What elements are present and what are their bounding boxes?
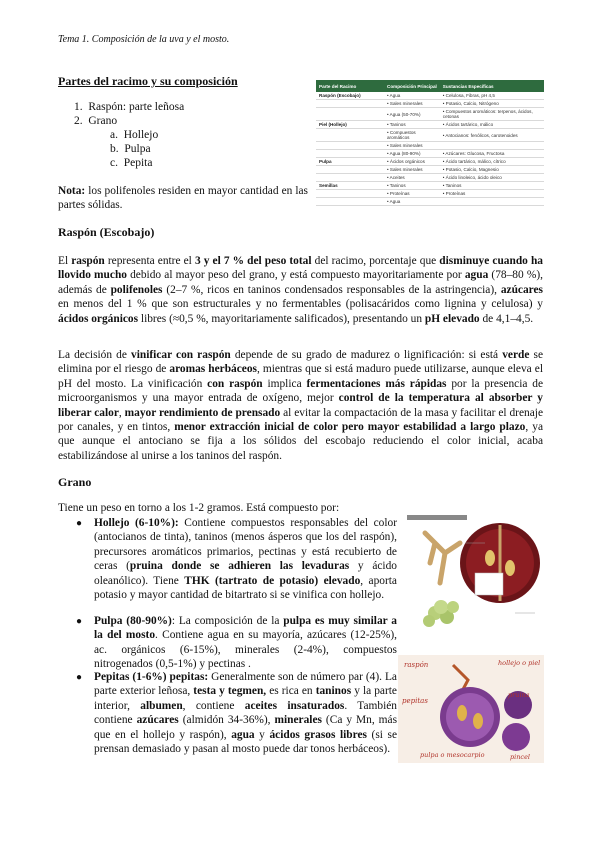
text-run: y la parte interior, (94, 685, 397, 712)
text-run: al evitar la compactación de la masa y facilitar el drenaje por canales, y en tintos, (58, 406, 544, 434)
table-cell: • Ácido tartárico, málico, cítrico (440, 158, 544, 166)
table-cell: • Sales minerales (384, 166, 440, 174)
section-title-parts: Partes del racimo y su composición (58, 74, 238, 88)
text-run: , contiene (182, 699, 245, 712)
table-cell (316, 174, 384, 182)
note-paragraph: Nota: los polifenoles residen en mayor cantidad en las partes sólidas. (58, 185, 308, 212)
table-cell: • Taninos (440, 182, 544, 190)
bold-text: minerales (274, 714, 322, 727)
bold-text: 3 y el 7 % del peso total (194, 255, 312, 267)
figure-label: hollejo o piel (498, 659, 541, 667)
bold-text: azúcares (136, 714, 179, 727)
section-title-grano: Grano (58, 475, 92, 489)
text-run: (almidón 34-36%), (178, 714, 275, 727)
bold-text: THK (tartrato de potasio) elevado (184, 574, 361, 587)
figure-label: raspón (404, 661, 429, 669)
table-cell: • Antocianos: fenólicos, carotenoides (440, 129, 544, 142)
bold-text: ácidos grasos libres (269, 728, 367, 741)
table-cell: • Sales minerales (384, 100, 440, 108)
table-cell (316, 190, 384, 198)
bold-text: aromas herbáceos (169, 363, 257, 376)
text-run: (2–7 %, ricos en taninos condensados responsables de la astringencia), (162, 283, 501, 296)
table-cell: • Taninos (384, 182, 440, 190)
text-run: libres (≈0,5 %, mayoritariamente salificados), presentando un (138, 312, 425, 325)
bold-text: pH elevado (424, 312, 480, 325)
text-run: y (254, 728, 270, 741)
figure-label: pruina (508, 691, 530, 699)
page-header: Tema 1. Composición de la uva y el mosto. (58, 34, 230, 45)
table-cell: • Agua (50-70%) (384, 108, 440, 121)
bold-text: control de la temperatura al absorber y liberar calor (58, 392, 543, 419)
table-cell: • Sales minerales (384, 142, 440, 150)
table-row (316, 129, 544, 142)
text-run: . También contiene (94, 699, 397, 727)
sub-list-item: b. Pulpa (110, 143, 151, 155)
table-cell: • Potasio, Calcio, Nitrógeno (440, 100, 544, 108)
table-header: Parte del Racimo (316, 80, 384, 92)
section-title-raspon: Raspón (Escobajo) (58, 225, 155, 239)
text-run: del racimo, porcentaje que (311, 255, 440, 267)
grano-intro: Tiene un peso en torno a los 1-2 gramos. Está compuesto por: (58, 502, 340, 514)
bold-text: aceites insaturados (244, 699, 345, 712)
table-row (316, 158, 544, 166)
bold-text: verde (502, 349, 530, 361)
table-row (316, 108, 544, 121)
text-run: . Contiene agua en su mayoría, azúcares (12-25%), ac. orgánicos (6-15%), minerales (2-4%), compuestos nitrogenados (0,5-1%) y pectinas . (94, 629, 398, 671)
bold-text: vinificar con raspón (131, 349, 231, 361)
bold-text: raspón (71, 255, 105, 267)
text-run: en menos del 1 % que son estructurales y no fermentables (polisacáridos como lignina y celulosa) y (58, 298, 543, 311)
table-row (316, 198, 544, 206)
table-cell: • Agua (80-90%) (384, 150, 440, 158)
text-run: de 4,1–4,5. (479, 312, 534, 325)
bold-text: pruina donde se adhieren las levaduras (129, 560, 350, 573)
text-run: depende de su grado de madurez o lignificación: si está (230, 349, 503, 361)
table-cell: • Compuestos aromáticos: terpenos, ácidos, cetonas (440, 108, 544, 121)
text-run: , (118, 406, 125, 419)
table-cell: • Proteínas (440, 190, 544, 198)
bold-text: mayor rendimiento de prensado (124, 406, 281, 419)
bold-text: testa y tegmen, (193, 685, 267, 698)
list-item (94, 614, 397, 672)
text-run: , ya que aunque el antociano se fija a los sólidos del escobajo reduciendo el color inicial, acaba estabilizándose al unirse a los taninos del raspón. (58, 421, 543, 462)
table-cell: • Aceites (384, 174, 440, 182)
raspon-paragraph-2 (58, 348, 543, 463)
bullet-icon: ● (76, 672, 83, 683)
table-row (316, 190, 544, 198)
table-cell: • Celulosa, Fibras, pH 4,5 (440, 92, 544, 100)
text-run: Generalmente son de número par (4). La parte exterior leñosa, (94, 671, 397, 698)
table-cell (316, 129, 384, 142)
table-cell: • Potasio, Calcio, Magnesio (440, 166, 544, 174)
table-cell: • Compuestos aromáticos (384, 129, 440, 142)
bold-text: menor extracción inicial de color pero mayor estabilidad a largo plazo (174, 421, 526, 434)
table-header: Sustancias Específicas (440, 80, 544, 92)
table-cell (316, 198, 384, 206)
text-run: debido al mayor peso del grano, y está compuesto mayoritariamente por (126, 269, 465, 282)
table-row (316, 182, 544, 190)
figure-label: pepitas (402, 697, 428, 705)
table-cell (316, 108, 384, 121)
text-run: se elimina por el riesgo de (58, 349, 544, 376)
text-run: El (58, 255, 72, 267)
table-header-row (316, 80, 544, 92)
composition-table (316, 80, 544, 206)
text-run: La decisión de (58, 349, 131, 361)
bold-text: agua (464, 269, 489, 282)
list-item (94, 670, 397, 756)
text-run: (si se prensan demasiado y pasan al mosto puede dar tonos herbáceos). (94, 728, 398, 756)
bold-text: polifenoles (110, 283, 163, 296)
bold-text: fermentaciones más rápidas (306, 377, 447, 390)
table-cell: • Agua (384, 198, 440, 206)
table-cell (316, 166, 384, 174)
text-run: (78–80 %), además de (58, 269, 543, 296)
table-cell: • Azúcares: Glucosa, Fructosa (440, 150, 544, 158)
list-item: 1. Raspón: parte leñosa (74, 101, 185, 113)
list-item (94, 516, 397, 602)
text-run: : La composición de la (171, 615, 284, 627)
grape-anatomy-diagram (405, 513, 545, 635)
bold-text: disminuye cuando ha llovido mucho (58, 255, 543, 282)
table-row (316, 150, 544, 158)
table-row (316, 92, 544, 100)
table-cell: Piel (Hollejo) (316, 121, 384, 129)
list-item: 2. Grano (74, 115, 118, 127)
text-run: , aporta potasio y mayor cantidad de bitartrato si se vinifica con hollejo. (94, 574, 397, 602)
bold-text: pulpa es muy similar a la del mosto (94, 615, 397, 642)
bold-text: azúcares (500, 283, 543, 296)
text-run: y ácido oleanólico). Tiene (94, 560, 397, 587)
bold-text: taninos (315, 685, 352, 698)
bullet-icon: ● (76, 518, 83, 529)
grape-parts-illustration (398, 655, 544, 763)
text-run: , mientras que si está maduro puede utilizarse, aunque eleva el pH del mosto. La vinificación (58, 363, 543, 390)
table-cell: Raspón (Escobajo) (316, 92, 384, 100)
table-cell: Pulpa (316, 158, 384, 166)
bold-text: albumen (140, 699, 183, 712)
table-cell: Semillas (316, 182, 384, 190)
table-row (316, 174, 544, 182)
bold-text: Hollejo (6-10%): (94, 517, 179, 529)
table-cell: • Agua (384, 92, 440, 100)
sub-list-item: a. Hollejo (110, 129, 159, 141)
text-run: implica (262, 377, 307, 390)
bold-text: Pulpa (80-90%) (94, 615, 172, 627)
figure-label: pulpa o mesocarpio (420, 751, 485, 759)
bold-text: agua (231, 728, 255, 741)
bold-text: ácidos orgánicos (58, 312, 139, 325)
table-cell (316, 100, 384, 108)
table-cell: • Taninos (384, 121, 440, 129)
text-run: por la presencia de microorganismos y una mayor entrada de oxígeno, mejor (58, 377, 544, 405)
bold-text: con raspón (207, 377, 263, 390)
figure-label: pincel (510, 753, 530, 761)
table-row (316, 121, 544, 129)
table-cell (440, 198, 544, 206)
raspon-paragraph-1 (58, 254, 543, 326)
bullet-icon: ● (76, 616, 83, 627)
text-run: es rica en (266, 685, 316, 698)
table-header: Composición Principal (384, 80, 440, 92)
table-cell (316, 150, 384, 158)
table-cell: • Proteínas (384, 190, 440, 198)
table-cell (440, 142, 544, 150)
table-row (316, 166, 544, 174)
table-cell: • Ácidos orgánicos (384, 158, 440, 166)
table-cell: • Ácidos tartárico, málico (440, 121, 544, 129)
sub-list-item: c. Pepita (110, 157, 153, 169)
bold-text: Pepitas (1-6%) pepitas: (94, 671, 209, 683)
table-cell (316, 142, 384, 150)
table-row (316, 100, 544, 108)
text-run: Contiene compuestos responsables del color (antocianos de tinta), taninos (menos ásperos que los del raspón), precursores aromáticos primarios, pectinas y está recubierto de ceras ( (94, 517, 398, 573)
text-run: (Ca y Mn, más que en el hollejo y raspón), (94, 714, 397, 741)
table-cell: • Ácido linoleico, ácido oleico (440, 174, 544, 182)
text-run: representa entre el (104, 255, 195, 267)
table-row (316, 142, 544, 150)
